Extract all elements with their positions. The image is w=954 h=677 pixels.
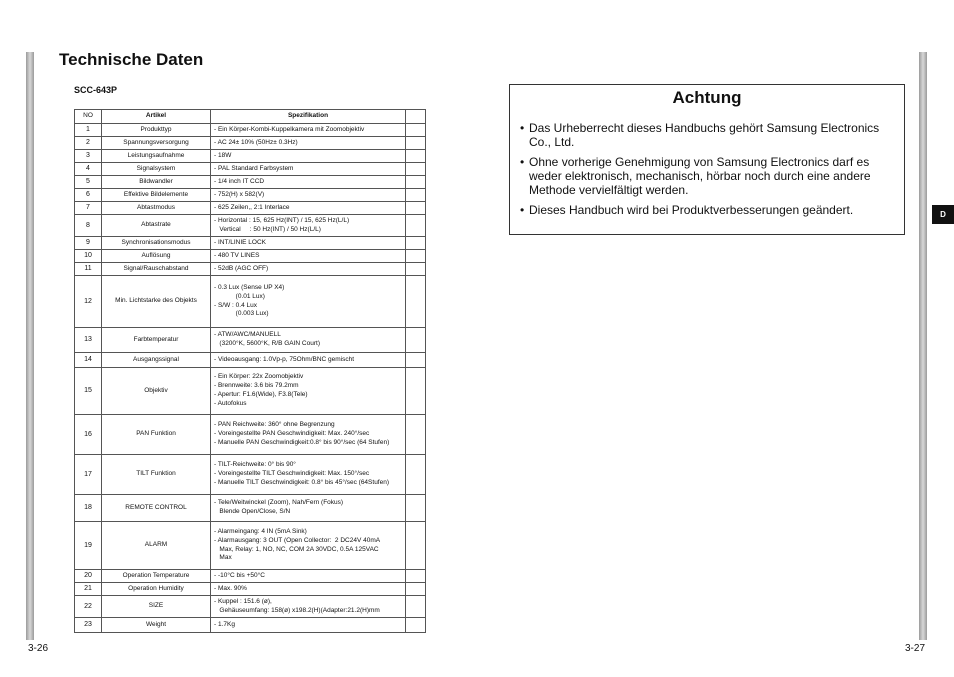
row-item: ALARM <box>102 522 211 570</box>
row-blank <box>406 176 426 189</box>
page-edge-bar-left <box>26 52 34 640</box>
language-tab: D <box>932 205 954 224</box>
header-no: NO <box>75 110 102 124</box>
row-number: 20 <box>75 570 102 583</box>
model-label: SCC-643P <box>74 85 118 95</box>
row-item: Ausgangssignal <box>102 353 211 368</box>
notice-item: • Dieses Handbuch wird bei Produktverbesserungen geändert. <box>520 203 896 217</box>
row-number: 14 <box>75 353 102 368</box>
row-item: Abtastrate <box>102 215 211 237</box>
row-item: Min. Lichtstarke des Objekts <box>102 276 211 328</box>
row-item: REMOTE CONTROL <box>102 495 211 522</box>
row-item: Auflösung <box>102 250 211 263</box>
row-spec: - PAN Reichweite: 360° ohne Begrenzung - Voreingestellte PAN Geschwindigkeit: Max. 240°/sec - Manuelle PAN Geschwindigkeit:0.8° bis 90°/sec (64 Stufen) <box>211 415 406 455</box>
row-number: 4 <box>75 163 102 176</box>
table-row <box>75 353 426 368</box>
table-row <box>75 415 426 455</box>
row-spec: - 752(H) x 582(V) <box>211 189 406 202</box>
row-number: 10 <box>75 250 102 263</box>
row-number: 16 <box>75 415 102 455</box>
row-blank <box>406 455 426 495</box>
table-row <box>75 328 426 353</box>
notice-list <box>520 121 896 223</box>
row-number: 18 <box>75 495 102 522</box>
row-number: 2 <box>75 137 102 150</box>
table-row <box>75 163 426 176</box>
row-item: Signal/Rauschabstand <box>102 263 211 276</box>
row-spec: - 480 TV LINES <box>211 250 406 263</box>
table-row <box>75 276 426 328</box>
row-blank <box>406 276 426 328</box>
row-number: 22 <box>75 596 102 618</box>
row-spec: - PAL Standard Farbsystem <box>211 163 406 176</box>
table-row <box>75 150 426 163</box>
row-spec: - -10°C bis +50°C <box>211 570 406 583</box>
row-spec: - Tele/Weitwinckel (Zoom), Nah/Fern (Fokus) Blende Open/Close, S/N <box>211 495 406 522</box>
row-item: Leistungsaufnahme <box>102 150 211 163</box>
table-row <box>75 124 426 137</box>
row-blank <box>406 415 426 455</box>
row-item: Produkttyp <box>102 124 211 137</box>
row-blank <box>406 596 426 618</box>
row-spec: - TILT-Reichweite: 0° bis 90° - Voreingestellte TILT Geschwindigkeit: Max. 150°/sec - Manuelle TILT Geschwindigkeit: 0.8° bis 45°/sec (64Stufen) <box>211 455 406 495</box>
row-blank <box>406 202 426 215</box>
row-spec: - 18W <box>211 150 406 163</box>
row-spec: - ATW/AWC/MANUELL (3200°K, 5600°K, R/B GAIN Court) <box>211 328 406 353</box>
row-item: Weight <box>102 618 211 633</box>
row-blank <box>406 495 426 522</box>
row-blank <box>406 150 426 163</box>
row-item: Effektive Bildelemente <box>102 189 211 202</box>
row-number: 8 <box>75 215 102 237</box>
row-number: 3 <box>75 150 102 163</box>
row-spec: - Kuppel : 151.6 (ø), Gehäuseumfang: 158(ø) x198.2(H)(Adapter:21.2(H)mm <box>211 596 406 618</box>
spec-table <box>74 109 426 633</box>
row-item: Objektiv <box>102 368 211 415</box>
notice-box <box>509 84 905 235</box>
row-item: Bildwandler <box>102 176 211 189</box>
row-blank <box>406 163 426 176</box>
row-blank <box>406 237 426 250</box>
table-row <box>75 596 426 618</box>
header-artikel: Artikel <box>102 110 211 124</box>
table-row <box>75 202 426 215</box>
row-number: 7 <box>75 202 102 215</box>
table-row <box>75 137 426 150</box>
table-row <box>75 570 426 583</box>
spec-table-body <box>75 124 426 633</box>
table-row <box>75 583 426 596</box>
row-blank <box>406 189 426 202</box>
row-spec: - AC 24± 10% (50Hz± 0.3Hz) <box>211 137 406 150</box>
row-spec: - 625 Zeilen,, 2:1 Interlace <box>211 202 406 215</box>
row-spec: - Videoausgang: 1.0Vp-p, 75Ohm/BNC gemischt <box>211 353 406 368</box>
notice-item: • Das Urheberrecht dieses Handbuchs gehört Samsung Electronics Co., Ltd. <box>520 121 896 149</box>
page-number-right: 3-27 <box>905 643 926 654</box>
row-blank <box>406 328 426 353</box>
row-item: Spannungsversorgung <box>102 137 211 150</box>
table-row <box>75 618 426 633</box>
row-spec: - 0.3 Lux (Sense UP X4) (0.01 Lux) - S/W : 0.4 Lux (0.003 Lux) <box>211 276 406 328</box>
row-number: 12 <box>75 276 102 328</box>
row-blank <box>406 137 426 150</box>
table-row <box>75 237 426 250</box>
row-spec: - INT/LINIE LOCK <box>211 237 406 250</box>
row-item: Operation Humidity <box>102 583 211 596</box>
row-blank <box>406 570 426 583</box>
row-blank <box>406 353 426 368</box>
row-number: 21 <box>75 583 102 596</box>
row-blank <box>406 583 426 596</box>
table-row <box>75 215 426 237</box>
row-item: Farbtemperatur <box>102 328 211 353</box>
row-number: 5 <box>75 176 102 189</box>
row-spec: - Horizontal : 15, 625 Hz(INT) / 15, 625 Hz(L/L) Vertical : 50 Hz(INT) / 50 Hz(L/L) <box>211 215 406 237</box>
row-number: 15 <box>75 368 102 415</box>
row-blank <box>406 215 426 237</box>
page-title: Technische Daten <box>59 50 204 69</box>
row-blank <box>406 522 426 570</box>
table-row <box>75 250 426 263</box>
table-row <box>75 455 426 495</box>
header-blank <box>406 110 426 124</box>
row-number: 17 <box>75 455 102 495</box>
row-number: 1 <box>75 124 102 137</box>
row-item: SIZE <box>102 596 211 618</box>
table-row <box>75 495 426 522</box>
row-blank <box>406 618 426 633</box>
row-spec: - 1/4 inch IT CCD <box>211 176 406 189</box>
row-item: Abtastmodus <box>102 202 211 215</box>
table-row <box>75 263 426 276</box>
row-item: TILT Funktion <box>102 455 211 495</box>
table-row <box>75 368 426 415</box>
row-blank <box>406 263 426 276</box>
spec-table-header <box>75 110 426 124</box>
row-spec: - Ein Körper-Kombi-Kuppelkamera mit Zoomobjektiv <box>211 124 406 137</box>
table-row <box>75 189 426 202</box>
row-item: Synchronisationsmodus <box>102 237 211 250</box>
row-number: 13 <box>75 328 102 353</box>
row-blank <box>406 124 426 137</box>
row-spec: - Ein Körper: 22x Zoomobjektiv - Brennweite: 3.6 bis 79.2mm - Apertur: F1.6(Wide), F3.8(Tele) - Autofokus <box>211 368 406 415</box>
row-spec: - 52dB (AGC OFF) <box>211 263 406 276</box>
row-item: PAN Funktion <box>102 415 211 455</box>
row-number: 23 <box>75 618 102 633</box>
row-number: 6 <box>75 189 102 202</box>
row-number: 11 <box>75 263 102 276</box>
row-blank <box>406 250 426 263</box>
row-spec: - 1.7Kg <box>211 618 406 633</box>
notice-item: • Ohne vorherige Genehmigung von Samsung Electronics darf es weder elektronisch, mechanisch, hörbar noch durch eine andere Methode vervielfältigt werden. <box>520 155 896 197</box>
page-number-left: 3-26 <box>28 643 49 654</box>
page-edge-bar-right <box>919 52 927 640</box>
header-spezifikation: Spezifikation <box>211 110 406 124</box>
table-row <box>75 176 426 189</box>
row-item: Signalsystem <box>102 163 211 176</box>
row-item: Operation Temperature <box>102 570 211 583</box>
row-number: 19 <box>75 522 102 570</box>
notice-title: Achtung <box>672 88 742 107</box>
row-spec: - Alarmeingang: 4 IN (5mA Sink) - Alarmausgang: 3 OUT (Open Collector: 2 DC24V 40mA Max, Relay: 1, NO, NC, COM 2A 30VDC, 0.5A 125VAC Max <box>211 522 406 570</box>
row-blank <box>406 368 426 415</box>
row-spec: - Max. 90% <box>211 583 406 596</box>
row-number: 9 <box>75 237 102 250</box>
table-row <box>75 522 426 570</box>
